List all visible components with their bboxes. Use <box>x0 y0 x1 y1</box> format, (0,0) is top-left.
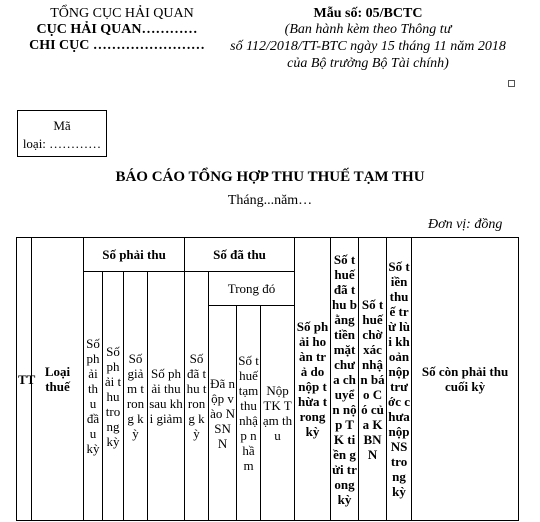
currency-unit: Đơn vị: đồng <box>428 217 503 232</box>
agency-branch: CHI CỤC …………………… <box>29 38 205 53</box>
header-remaining-end: Số còn phải thu cuối kỳ <box>412 238 519 521</box>
report-title: BÁO CÁO TỔNG HỢP THU THUẾ TẠM THU <box>115 169 425 185</box>
header-paid-to-state-budget: Đã nộp vào NSNN <box>209 306 237 521</box>
header-subgroup-including: Trong đó <box>209 272 295 306</box>
header-refund-overpaid: Số phải hoàn trả do nộp thừa trong kỳ <box>295 238 331 521</box>
agency-department: CỤC HẢI QUAN………… <box>36 22 198 37</box>
header-reduction-in-period: Số giảm trong kỳ <box>124 272 148 521</box>
header-tt: TT <box>17 238 32 521</box>
header-payable-start: Số phải thu đầu kỳ <box>84 272 103 521</box>
circular-reference-line3: của Bộ trưởng Bộ Tài chính) <box>287 56 449 71</box>
header-collected-in-period: Số đã thu trong kỳ <box>185 272 209 521</box>
header-group-collected: Số đã thu <box>185 238 295 272</box>
category-code-label: Mã <box>53 118 71 133</box>
header-offset-pending: Số tiền thuế trừ lùi khoản nộp trước chưa nộp NS trong kỳ <box>387 238 412 521</box>
category-code-field: loại: ………… <box>22 136 102 151</box>
paragraph-end-mark <box>508 80 515 87</box>
category-code-box <box>17 110 107 157</box>
header-group-payable: Số phải thu <box>84 238 185 272</box>
header-payable-in-period: Số phải thu trong kỳ <box>103 272 124 521</box>
header-provisional-paid: Số thuế tạm thu nhập nhầm <box>237 306 261 521</box>
circular-reference-line1: (Ban hành kèm theo Thông tư <box>284 22 452 37</box>
form-number: Mẫu số: 05/BCTC <box>313 6 423 21</box>
report-period: Tháng...năm… <box>227 193 313 208</box>
header-paid-to-provisional-account: Nộp TK Tạm thu <box>261 306 295 521</box>
header-awaiting-treasury: Số thuế chờ xác nhận báo Có của KBNN <box>359 238 387 521</box>
header-cash-not-transferred: Số thuế đã thu bằng tiền mặt chưa chuyển nộp TK tiền gửi trong kỳ <box>331 238 359 521</box>
circular-reference-line2: số 112/2018/TT-BTC ngày 15 tháng 11 năm 2018 <box>230 39 506 54</box>
header-tax-type: Loại thuế <box>32 238 84 521</box>
tax-summary-table <box>16 237 519 521</box>
header-payable-after-reduction: Số phải thu sau khi giảm <box>148 272 185 521</box>
agency-general: TỔNG CỤC HẢI QUAN <box>50 6 194 21</box>
